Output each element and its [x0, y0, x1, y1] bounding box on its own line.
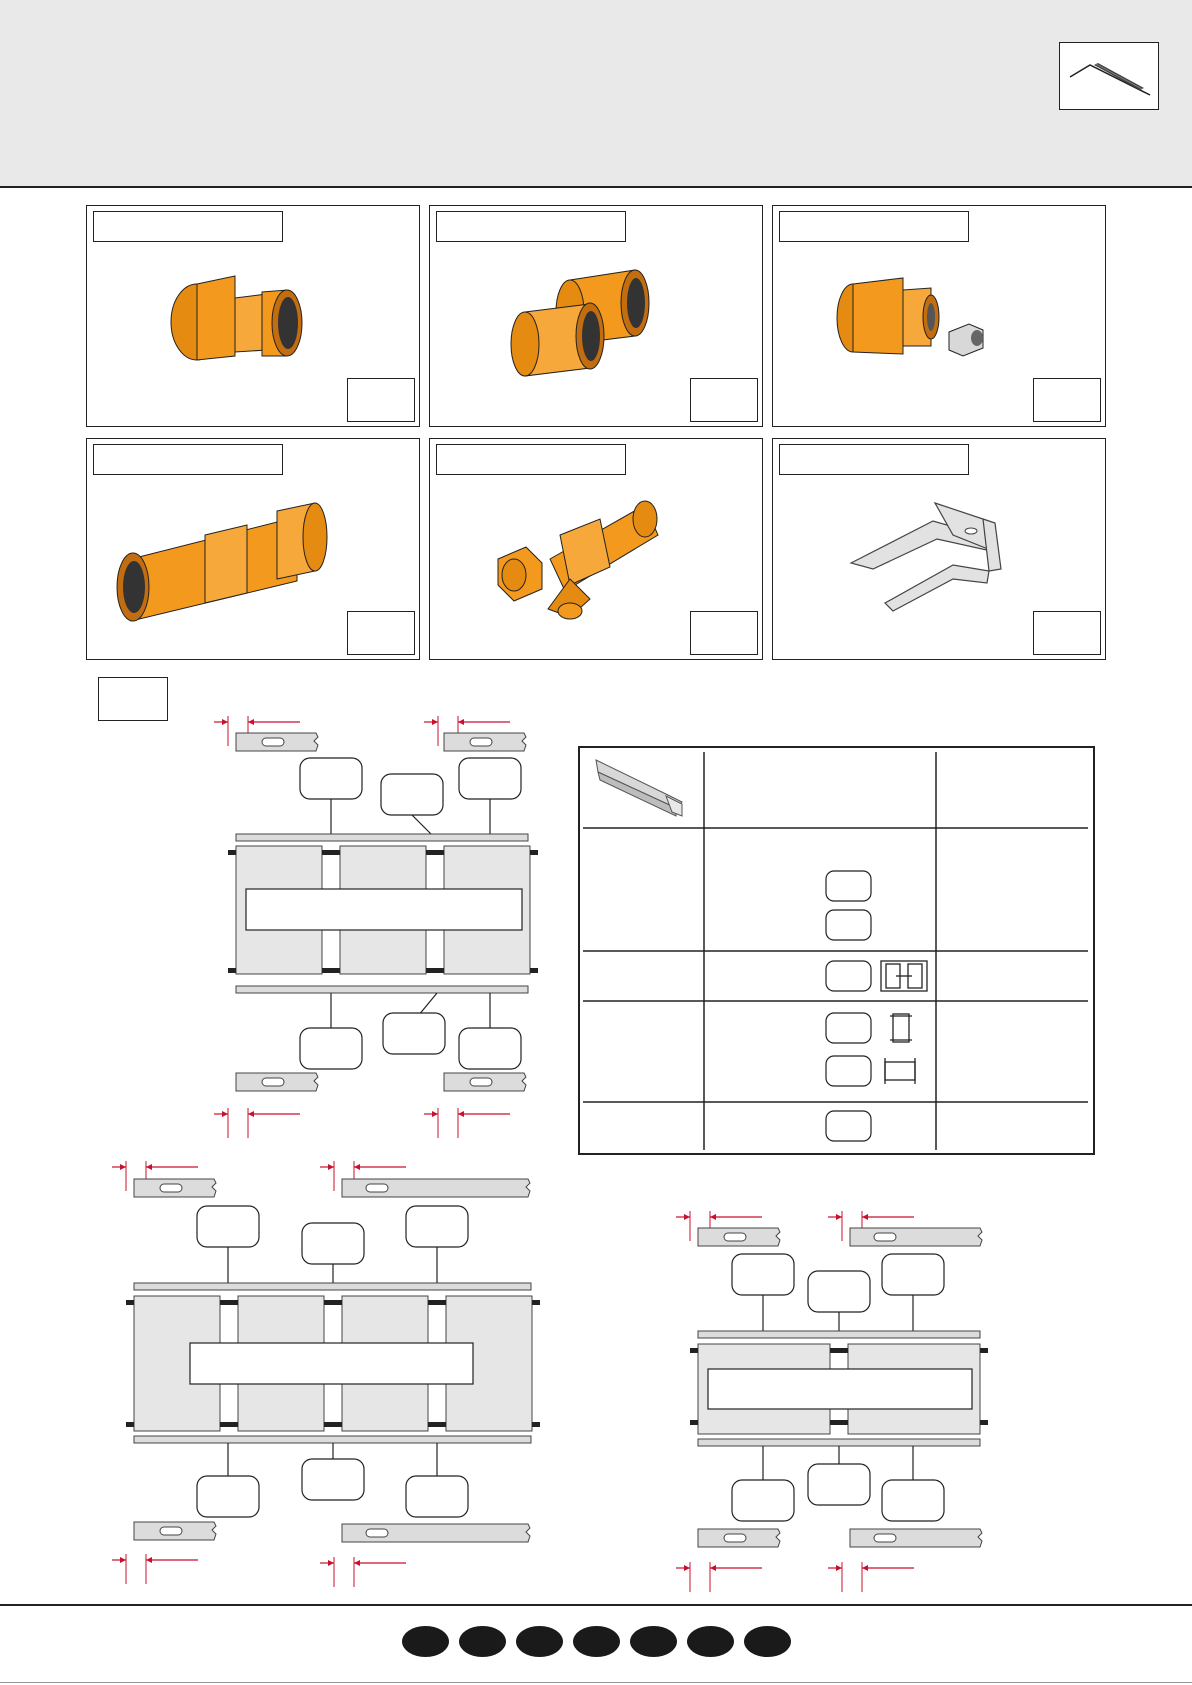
language-dot[interactable] [573, 1626, 620, 1657]
diagram-three-collectors [214, 716, 538, 1138]
language-dot[interactable] [402, 1626, 449, 1657]
language-dot[interactable] [744, 1626, 791, 1657]
footer-rule [0, 1604, 1192, 1606]
component-table [579, 747, 1094, 1154]
language-dot[interactable] [459, 1626, 506, 1657]
language-dots [402, 1626, 791, 1657]
language-dot[interactable] [516, 1626, 563, 1657]
language-dot[interactable] [687, 1626, 734, 1657]
footer-bottom-rule [0, 1682, 1192, 1683]
diagram-four-collectors [112, 1161, 540, 1587]
language-dot[interactable] [630, 1626, 677, 1657]
diagram-two-collectors [676, 1211, 988, 1592]
